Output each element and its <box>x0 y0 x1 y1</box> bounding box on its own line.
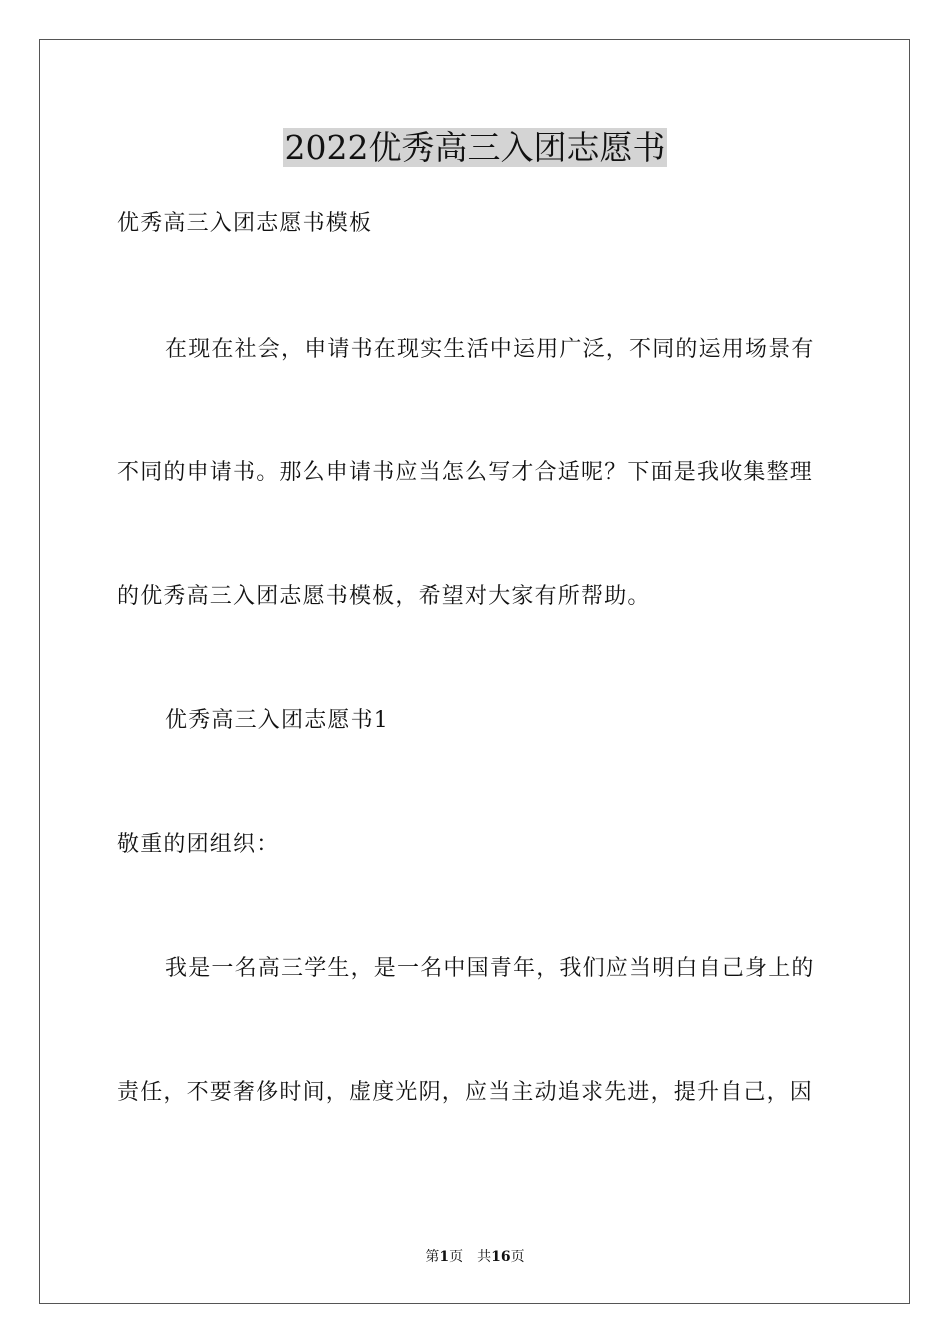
paragraph-line: 在现在社会，申请书在现实生活中运用广泛，不同的运用场景有 <box>165 337 815 362</box>
footer-prefix: 第 <box>425 1249 440 1265</box>
paragraph-line: 不同的申请书。那么申请书应当怎么写才合适呢？下面是我收集整理 <box>117 460 814 485</box>
document-title-text: 2022优秀高三入团志愿书 <box>284 128 666 167</box>
subtitle-line: 优秀高三入团志愿书模板 <box>117 211 373 236</box>
paragraph-line: 责任，不要奢侈时间，虚度光阴，应当主动追求先进，提升自己，因 <box>117 1080 814 1105</box>
footer-current-page: 1 <box>439 1249 450 1265</box>
section-heading: 优秀高三入团志愿书1 <box>165 708 389 733</box>
footer-mid: 页 共 <box>449 1249 492 1265</box>
page-footer <box>0 1247 950 1267</box>
salutation-line: 敬重的团组织： <box>117 832 280 857</box>
footer-total-pages: 16 <box>491 1249 511 1265</box>
footer-suffix: 页 <box>510 1249 525 1265</box>
paragraph-line: 的优秀高三入团志愿书模板，希望对大家有所帮助。 <box>117 584 651 609</box>
paragraph-line: 我是一名高三学生，是一名中国青年，我们应当明白自己身上的 <box>165 956 815 981</box>
document-title <box>0 126 950 170</box>
